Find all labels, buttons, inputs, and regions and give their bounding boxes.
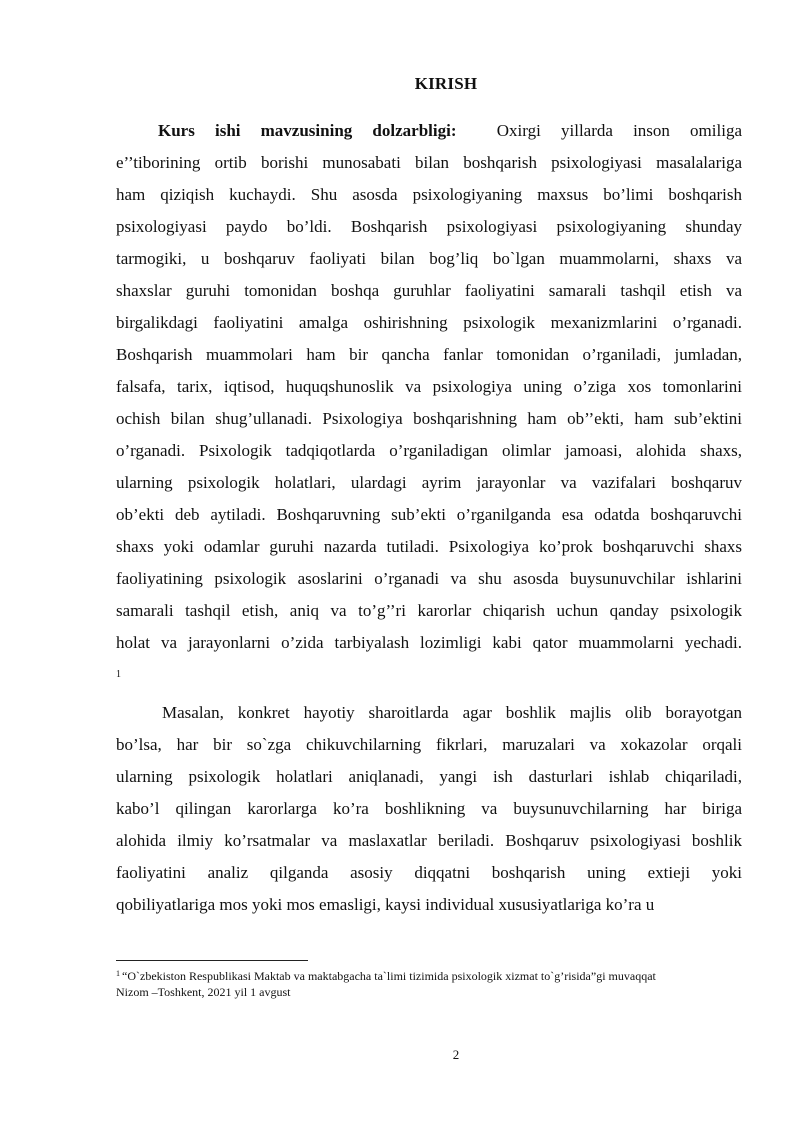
paragraph-line: tarmogiki, u boshqaruv faoliyati bilan bog’liq bo`lgan muammolarni, shaxs va [116, 249, 742, 268]
paragraph-line: o’rganadi. Psixologik tadqiqotlarda o’rganiladigan olimlar jamoasi, alohida shaxs, [116, 441, 742, 460]
footnote-separator [116, 960, 308, 961]
lead-phrase: Kurs ishi mavzusining dolzarbligi: [158, 121, 457, 140]
paragraph-line: ochish bilan shug’ullanadi. Psixologiya boshqarishning ham ob’’ekti, ham sub’ektini [116, 409, 742, 428]
footnote-line: Nizom –Toshkent, 2021 yil 1 avgust [116, 985, 291, 999]
paragraph-line: e’’tiborining ortib borishi munosabati bilan boshqarish psixologiyasi masalalariga [116, 153, 742, 172]
paragraph-line: shaxs yoki odamlar guruhi nazarda tutiladi. Psixologiya ko’prok boshqaruvchi shaxs [116, 537, 742, 556]
footnote-line: “O`zbekiston Respublikasi Maktab va maktabgacha ta`limi tizimida psixologik xizmat to`g’risida”gi muvaqqat [122, 969, 656, 983]
lead-rest: Oxirgi yillarda inson omiliga [496, 121, 742, 140]
paragraph-line: samarali tashqil etish, aniq va to’g’’ri karorlar chiqarish uchun qanday psixologik [116, 601, 742, 620]
paragraph-line: birgalikdagi faoliyatini amalga oshirishning psixologik mexanizmlarini o’rganadi. [116, 313, 742, 332]
paragraph-line: falsafa, tarix, iqtisod, huquqshunoslik va psixologiya uning o’ziga xos tomonlarini [116, 377, 742, 396]
footnote-text [116, 966, 756, 984]
footnote-reference: 1 [116, 669, 121, 680]
paragraph-line: kabo’l qilingan karorlarga ko’ra boshlikning va buysunuvchilarning har biriga [116, 799, 742, 818]
paragraph-line: Masalan, konkret hayotiy sharoitlarda agar boshlik majlis olib borayotgan [162, 703, 742, 722]
paragraph-line: shaxslar guruhi tomonidan boshqa guruhlar faoliyatini samarali tashqil etish va [116, 281, 742, 300]
paragraph-line: faoliyatini analiz qilganda asosiy diqqatni boshqarish uning extieji yoki [116, 863, 742, 882]
paragraph-line: Boshqarish muammolari ham bir qancha fanlar tomonidan o’rganiladi, jumladan, [116, 345, 742, 364]
paragraph-line: ob’ekti deb aytiladi. Boshqaruvning sub’ekti o’rganilganda esa odatda boshqaruvchi [116, 505, 742, 524]
paragraph-line: psixologiyasi paydo bo’ldi. Boshqarish psixologiyasi psixologiyaning shunday [116, 217, 742, 236]
footnote-number: 1 [116, 969, 120, 978]
paragraph-line: ularning psixologik holatlari aniqlanadi, yangi ish dasturlari ishlab chiqariladi, [116, 767, 742, 786]
paragraph-line: alohida ilmiy ko’rsatmalar va maslaxatlar beriladi. Boshqaruv psixologiyasi boshlik [116, 831, 742, 850]
paragraph-line: faoliyatining psixologik asoslarini o’rganadi va shu asosda buysunuvchilar ishlarini [116, 569, 742, 588]
paragraph-line: ularning psixologik holatlari, ulardagi ayrim jarayonlar va vazifalari boshqaruv [116, 473, 742, 492]
paragraph-line [158, 121, 742, 141]
paragraph-line: bo’lsa, har bir so`zga chikuvchilarning fikrlari, maruzalari va xokazolar orqali [116, 735, 742, 754]
section-heading: KIRISH [414, 74, 478, 93]
page-number: 2 [452, 1047, 460, 1062]
paragraph-line: ham qiziqish kuchaydi. Shu asosda psixologiyaning maxsus bo’limi boshqarish [116, 185, 742, 204]
paragraph-line: holat va jarayonlarni o’zida tarbiyalash lozimligi kabi qator muammolarni yechadi. [116, 633, 742, 652]
paragraph-line: qobiliyatlariga mos yoki mos emasligi, kaysi individual xususiyatlariga ko’ra u [116, 895, 655, 914]
